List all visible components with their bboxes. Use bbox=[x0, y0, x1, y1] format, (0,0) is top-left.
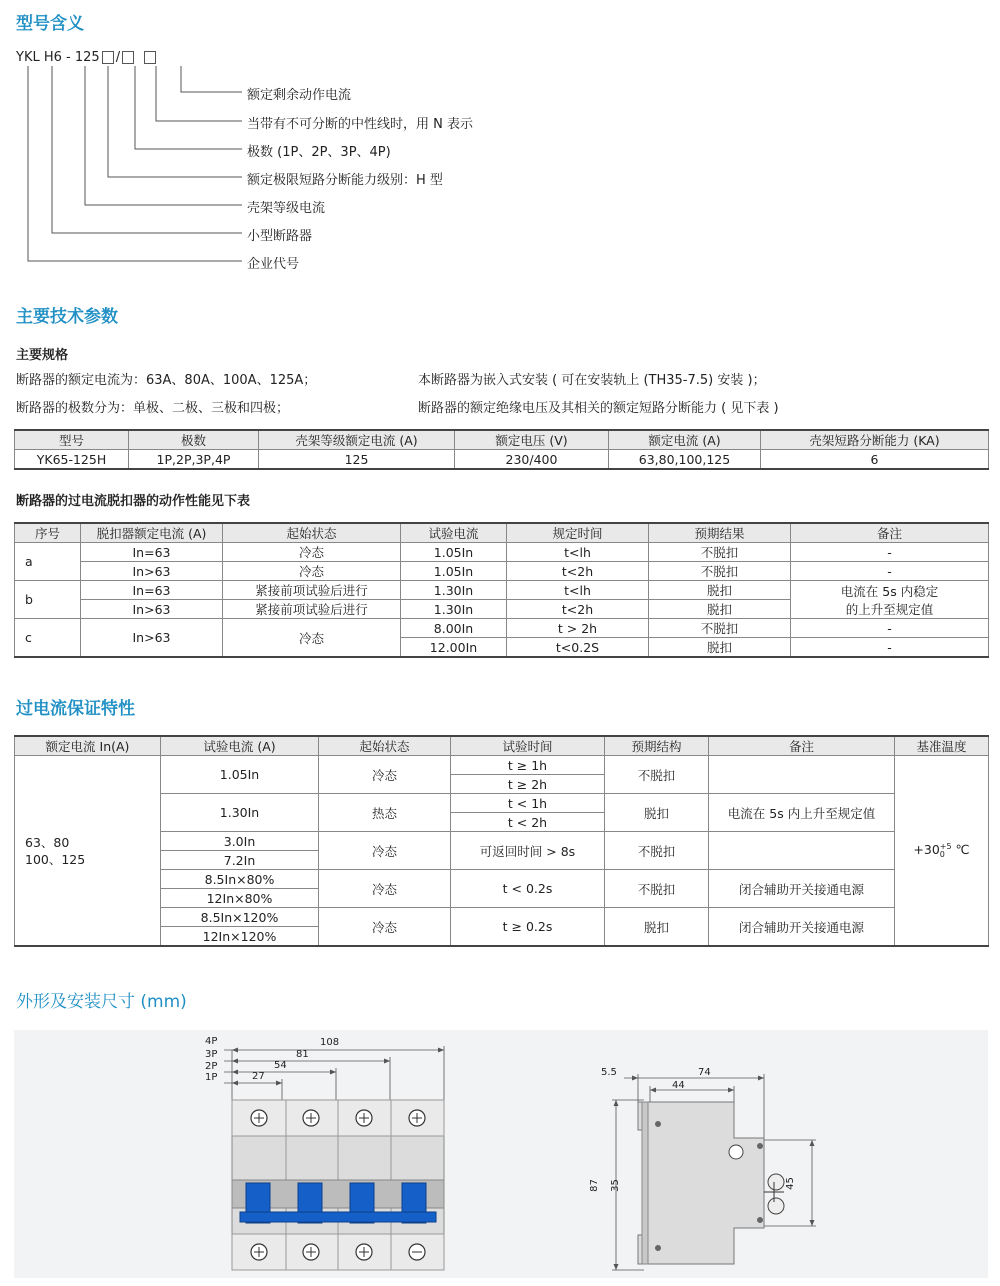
table-row bbox=[15, 450, 989, 470]
cell: 冷态 bbox=[319, 908, 451, 947]
cell: 紧接前项试验后进行 bbox=[223, 600, 401, 619]
cell: 不脱扣 bbox=[605, 870, 709, 908]
dim-45: 45 bbox=[784, 1177, 796, 1190]
temp-value: +30 bbox=[913, 842, 940, 858]
table-header-row bbox=[15, 430, 989, 450]
table2-caption: 断路器的过电流脱扣器的动作性能见下表 bbox=[16, 494, 251, 509]
cell: t < 2h bbox=[451, 813, 605, 832]
table-row bbox=[15, 794, 989, 813]
dim-5-5: 5.5 bbox=[601, 1067, 617, 1078]
th-voltage: 额定电压 (V) bbox=[455, 430, 609, 450]
cell: 不脱扣 bbox=[649, 619, 791, 638]
cell: In>63 bbox=[81, 619, 223, 658]
cell: - bbox=[791, 543, 989, 562]
cell: - bbox=[791, 638, 989, 658]
cell: 不脱扣 bbox=[649, 562, 791, 581]
temp-unit: ℃ bbox=[951, 842, 970, 858]
dim-81: 81 bbox=[296, 1049, 309, 1060]
cell: t > 2h bbox=[507, 619, 649, 638]
cell: t ≥ 2h bbox=[451, 775, 605, 794]
specs-line1-left: 断路器的额定电流为：63A、80A、100A、125A； bbox=[16, 373, 317, 388]
cell: 1.30In bbox=[401, 600, 507, 619]
cell-ref-temp bbox=[895, 756, 989, 947]
cell-poles: 1P,2P,3P,4P bbox=[129, 450, 259, 470]
table-row bbox=[15, 908, 989, 927]
cell: 不脱扣 bbox=[649, 543, 791, 562]
cell: 8.5In×120% bbox=[161, 908, 319, 927]
th-poles: 极数 bbox=[129, 430, 259, 450]
cell: 7.2In bbox=[161, 851, 319, 870]
cell-rated-current: 63,80,100,125 bbox=[609, 450, 761, 470]
cell: t < 1h bbox=[451, 794, 605, 813]
cell: 紧接前项试验后进行 bbox=[223, 581, 401, 600]
cell: t<lh bbox=[507, 543, 649, 562]
cell: 12In×80% bbox=[161, 889, 319, 908]
th-rated-current: 额定电流 In(A) bbox=[15, 736, 161, 756]
cell: 不脱扣 bbox=[605, 756, 709, 794]
cell: 1.05In bbox=[161, 756, 319, 794]
cell: - bbox=[791, 562, 989, 581]
table-row bbox=[15, 756, 989, 775]
cell: In>63 bbox=[81, 600, 223, 619]
cell-voltage: 230/400 bbox=[455, 450, 609, 470]
cell-index-b: b bbox=[15, 581, 81, 619]
model-code-type: H6 bbox=[43, 50, 62, 65]
legend-item-frame: 壳架等级电流 bbox=[247, 201, 326, 216]
cell-index-a: a bbox=[15, 543, 81, 581]
th-result: 预期结构 bbox=[605, 736, 709, 756]
th-note: 备注 bbox=[791, 523, 989, 543]
th-rated-current: 额定电流 (A) bbox=[609, 430, 761, 450]
cell: 冷态 bbox=[223, 562, 401, 581]
cell: 脱扣 bbox=[649, 638, 791, 658]
th-release-current: 脱扣器额定电流 (A) bbox=[81, 523, 223, 543]
section-title-overcurrent: 过电流保证特性 bbox=[16, 699, 135, 719]
cell: 冷态 bbox=[223, 619, 401, 658]
dim-54: 54 bbox=[274, 1060, 287, 1071]
rated-line: 63、80 bbox=[25, 834, 70, 850]
section-title-model: 型号含义 bbox=[16, 14, 84, 34]
th-model: 型号 bbox=[15, 430, 129, 450]
cell: t ≥ 0.2s bbox=[451, 908, 605, 947]
th-test-current: 试验电流 bbox=[401, 523, 507, 543]
model-code-slash: / bbox=[115, 50, 121, 65]
cell: 可返回时间 > 8s bbox=[451, 832, 605, 870]
cell: 冷态 bbox=[319, 756, 451, 794]
cell: - bbox=[791, 619, 989, 638]
th-note: 备注 bbox=[709, 736, 895, 756]
cell: 1.05In bbox=[401, 562, 507, 581]
cell-rated-currents bbox=[15, 756, 161, 947]
legend-item-breaking: 额定极限短路分断能力级别：H 型 bbox=[247, 173, 443, 188]
cell: t ≥ 1h bbox=[451, 756, 605, 775]
cell: 冷态 bbox=[319, 832, 451, 870]
cell-note-b bbox=[791, 581, 989, 619]
model-code-frame: 125 bbox=[74, 50, 100, 65]
dim-35: 35 bbox=[609, 1179, 621, 1192]
cell: t<2h bbox=[507, 562, 649, 581]
cell: 脱扣 bbox=[649, 581, 791, 600]
legend-item-mcb: 小型断路器 bbox=[247, 229, 313, 244]
cell: 冷态 bbox=[319, 870, 451, 908]
dim-label-2p: 2P bbox=[205, 1061, 218, 1072]
cell: 不脱扣 bbox=[605, 832, 709, 870]
specs-line2-right: 断路器的额定绝缘电压及其相关的额定短路分断能力 ( 见下表 ) bbox=[418, 401, 779, 416]
dim-87: 87 bbox=[588, 1179, 600, 1192]
th-initial-state: 起始状态 bbox=[223, 523, 401, 543]
legend-item-residual: 额定剩余动作电流 bbox=[247, 88, 352, 103]
table-header-row bbox=[15, 736, 989, 756]
th-ref-temp: 基准温度 bbox=[895, 736, 989, 756]
th-frame-current: 壳架等级额定电流 (A) bbox=[259, 430, 455, 450]
cell bbox=[709, 832, 895, 870]
dim-108: 108 bbox=[320, 1037, 340, 1048]
specs-line2-left: 断路器的极数分为：单极、二极、三极和四极； bbox=[16, 401, 290, 416]
cell: 闭合辅助开关接通电源 bbox=[709, 870, 895, 908]
cell: In>63 bbox=[81, 562, 223, 581]
cell-breaking: 6 bbox=[761, 450, 989, 470]
dim-27: 27 bbox=[252, 1071, 265, 1082]
dim-label-3p: 3P bbox=[205, 1049, 218, 1060]
cell-model: YK65-125H bbox=[15, 450, 129, 470]
note-line: 的上升至规定值 bbox=[845, 601, 934, 617]
model-legend-lines bbox=[0, 0, 260, 280]
cell: In=63 bbox=[81, 543, 223, 562]
th-test-current: 试验电流 (A) bbox=[161, 736, 319, 756]
th-test-time: 试验时间 bbox=[451, 736, 605, 756]
th-time: 规定时间 bbox=[507, 523, 649, 543]
cell: 12.00In bbox=[401, 638, 507, 658]
cell-frame-current: 125 bbox=[259, 450, 455, 470]
cell: 电流在 5s 内上升至规定值 bbox=[709, 794, 895, 832]
overcurrent-table bbox=[14, 735, 989, 947]
cell: 12In×120% bbox=[161, 927, 319, 947]
table-row bbox=[15, 543, 989, 562]
trip-performance-table bbox=[14, 522, 989, 658]
dim-44: 44 bbox=[672, 1080, 685, 1091]
dim-label-1p: 1P bbox=[205, 1072, 218, 1083]
table-row bbox=[15, 832, 989, 851]
table-row bbox=[15, 619, 989, 638]
cell: 1.05In bbox=[401, 543, 507, 562]
cell: t < 0.2s bbox=[451, 870, 605, 908]
dim-label-4p: 4P bbox=[205, 1036, 218, 1047]
cell: 8.5In×80% bbox=[161, 870, 319, 889]
specs-line1-right: 本断路器为嵌入式安装 ( 可在安装轨上 (TH35-7.5) 安装 )； bbox=[418, 373, 766, 388]
section-title-tech: 主要技术参数 bbox=[16, 307, 118, 327]
front-view-drawing bbox=[14, 1030, 474, 1278]
th-result: 预期结果 bbox=[649, 523, 791, 543]
cell: 闭合辅助开关接通电源 bbox=[709, 908, 895, 947]
rated-line: 100、125 bbox=[25, 851, 86, 867]
legend-item-company: 企业代号 bbox=[247, 257, 300, 272]
th-breaking: 壳架短路分断能力 (KA) bbox=[761, 430, 989, 450]
cell: t<2h bbox=[507, 600, 649, 619]
th-initial-state: 起始状态 bbox=[319, 736, 451, 756]
rating-table bbox=[14, 429, 989, 470]
cell: 热态 bbox=[319, 794, 451, 832]
section-title-dimensions: 外形及安装尺寸 (mm) bbox=[16, 992, 187, 1012]
th-index: 序号 bbox=[15, 523, 81, 543]
legend-item-poles: 极数 (1P、2P、3P、4P) bbox=[247, 145, 391, 160]
cell: t<0.2S bbox=[507, 638, 649, 658]
cell: 1.30In bbox=[161, 794, 319, 832]
note-line: 电流在 5s 内稳定 bbox=[840, 583, 939, 599]
temp-tol-lower: 0 bbox=[939, 849, 945, 859]
cell bbox=[709, 756, 895, 794]
cell: 1.30In bbox=[401, 581, 507, 600]
specs-heading: 主要规格 bbox=[16, 348, 69, 363]
dimension-drawing-area bbox=[14, 1030, 988, 1278]
cell: 冷态 bbox=[223, 543, 401, 562]
table-row bbox=[15, 870, 989, 889]
cell: 3.0In bbox=[161, 832, 319, 851]
model-code-sep: - bbox=[66, 50, 71, 65]
temp-tol-upper: +5 bbox=[939, 841, 952, 851]
table-header-row bbox=[15, 523, 989, 543]
cell: 脱扣 bbox=[605, 794, 709, 832]
cell: t<lh bbox=[507, 581, 649, 600]
cell: 脱扣 bbox=[605, 908, 709, 947]
table-row bbox=[15, 562, 989, 581]
dim-74: 74 bbox=[698, 1067, 711, 1078]
cell: 脱扣 bbox=[649, 600, 791, 619]
cell: 8.00In bbox=[401, 619, 507, 638]
legend-item-neutral: 当带有不可分断的中性线时，用 N 表示 bbox=[247, 117, 473, 132]
table-row bbox=[15, 581, 989, 600]
cell: In=63 bbox=[81, 581, 223, 600]
model-code-company: YKL bbox=[16, 50, 40, 65]
cell-index-c: c bbox=[15, 619, 81, 658]
